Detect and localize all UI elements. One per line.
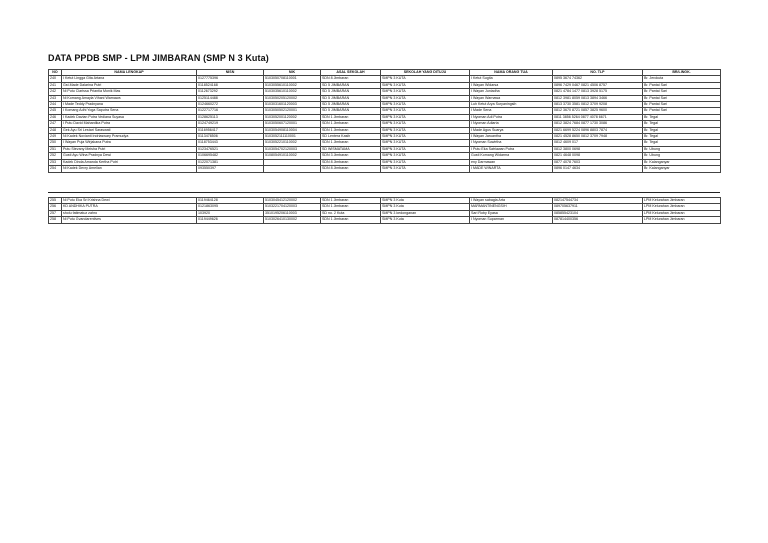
- cell-nik: 5103045412120002: [264, 198, 321, 204]
- cell-nama-lengkap: Ni Putu Eka Sri Krishna Dewi: [62, 198, 197, 204]
- cell-br-lingk: LPM Kelurahan Jimbaran: [643, 198, 721, 204]
- cell-br-lingk: Br. Pantai Sari: [643, 108, 721, 114]
- cell-sekolah-tujuan: SMPN 3 KUTA: [381, 76, 470, 82]
- cell-nisn: 0121863095: [197, 204, 264, 210]
- cell-nama-lengkap: I Putu David Mahardika Putra: [62, 121, 197, 127]
- header-nama-lengkap: NAMA LENGKAP: [62, 70, 197, 76]
- cell-nama-lengkap: Gek Ayu Sri Lestari Saraswati: [62, 127, 197, 133]
- cell-nisn: 103920: [197, 210, 264, 216]
- cell-sekolah-tujuan: SMPN 3 kedonganan: [381, 210, 470, 216]
- cell-no-tlp: 085855423104: [553, 210, 643, 216]
- cell-nama-orang-tua: I MADE WINARTA: [470, 166, 553, 172]
- cell-no-tlp: 0821 6699 5224 0896 8803 7874: [553, 127, 643, 133]
- cell-nisn: 093550397: [197, 166, 264, 172]
- cell-nisn: 0118524168: [197, 82, 264, 88]
- cell-nik: 5103052001120002: [264, 114, 321, 120]
- cell-no-tlp: 0896 0147 4634: [553, 166, 643, 172]
- cell-nik: 5103050607120001: [264, 121, 321, 127]
- cell-no-tlp: 087814400356: [553, 217, 643, 223]
- cell-sekolah-tujuan: SMPN 3 KUTA: [381, 82, 470, 88]
- cell-sekolah-tujuan: SMPN 3 KUTA: [381, 95, 470, 101]
- cell-asal-sekolah: SDN 1 Jimbaran: [321, 114, 381, 120]
- cell-no: 249: [49, 134, 62, 140]
- cell-nama-lengkap: Ni Kadek Novianti Indriaswary Pramudya: [62, 134, 197, 140]
- cell-nisn: 0124749219: [197, 121, 264, 127]
- cell-nik: 5103054702120003: [264, 146, 321, 152]
- cell-nama-orang-tua: Gusti Komang Widarma: [470, 153, 553, 159]
- page-title: DATA PPDB SMP - LPM JIMBARAN (SMP N 3 Kuta): [48, 53, 269, 63]
- cell-no: 251: [49, 146, 62, 152]
- cell-nama-lengkap: Putu Stevany Meisha Putri: [62, 146, 197, 152]
- cell-no-tlp: 0821 4648 0098: [553, 153, 643, 159]
- ppdb-table-main: [48, 69, 721, 173]
- table-row: [49, 166, 721, 172]
- cell-nama-lengkap: I Made Teddy Pradnyana: [62, 102, 197, 108]
- cell-nisn: 0128625113: [197, 114, 264, 120]
- cell-sekolah-tujuan: SMPN 3 KUTA: [381, 89, 470, 95]
- cell-br-lingk: Br. Pantai Sari: [643, 89, 721, 95]
- cell-asal-sekolah: SDN 1 Jimbaran: [321, 217, 381, 223]
- cell-br-lingk: Br. Kalanganyar: [643, 166, 721, 172]
- cell-nama-orang-tua: I Made Agus Suarya: [470, 127, 553, 133]
- section-divider: [48, 192, 720, 193]
- cell-asal-sekolah: SD 5 JIMBARAN: [321, 108, 381, 114]
- cell-sekolah-tujuan: SMPN 3 Kuta: [381, 204, 470, 210]
- cell-nik: 5103050205120002: [264, 95, 321, 101]
- cell-br-lingk: LPM Kelurahan Jimbaran: [643, 217, 721, 223]
- cell-nama-orang-tua: I Wayan sabagia Arta: [470, 198, 553, 204]
- cell-nik: 5103054908110004: [264, 127, 321, 133]
- cell-nama-orang-tua: I Made Sena: [470, 108, 553, 114]
- cell-nama-orang-tua: MARMANTINENGSIH: [470, 204, 553, 210]
- cell-nisn: 0106695482: [197, 153, 264, 159]
- cell-br-lingk: Br. Ubung: [643, 153, 721, 159]
- header-no-tlp: NO. TLP: [553, 70, 643, 76]
- header-nik: NIK: [264, 70, 321, 76]
- header-asal-sekolah: ASAL SEKOLAH: [321, 70, 381, 76]
- cell-sekolah-tujuan: SMPN 3 KUTA: [381, 134, 470, 140]
- cell-nama-lengkap: KD ANDHIKA PUTRA: [62, 204, 197, 210]
- cell-no-tlp: 0813 3730 3581 0812 3709 9208: [553, 102, 643, 108]
- cell-nisn: 0127775396: [197, 76, 264, 82]
- ppdb-table-extra: [48, 197, 721, 224]
- cell-asal-sekolah: SDN 1 Jimbaran: [321, 140, 381, 146]
- table-body-extra: [49, 198, 721, 224]
- cell-sekolah-tujuan: SMPN 3 KUTA: [381, 146, 470, 152]
- cell-nama-orang-tua: Sari Roby Eyasa: [470, 210, 553, 216]
- cell-nisn: 0112673292: [197, 89, 264, 95]
- cell-sekolah-tujuan: SMPN 3 KUTA: [381, 102, 470, 108]
- cell-no: 244: [49, 102, 62, 108]
- cell-no-tlp: 0812 3981 8059 0813 3894 3466: [553, 95, 643, 101]
- cell-nama-lengkap: Kadek Dinda Amanda Kertha Putri: [62, 159, 197, 165]
- cell-no-tlp: 0812 3800 0698: [553, 146, 643, 152]
- cell-nama-lengkap: I Kadek Davian Putra Vediana Suyasa: [62, 114, 197, 120]
- cell-no: 255: [49, 198, 62, 204]
- cell-nisn: 0116956417: [197, 127, 264, 133]
- cell-nama-orang-tua: Luh Ketut Arya Suryaningsih: [470, 102, 553, 108]
- cell-no: 243: [49, 95, 62, 101]
- cell-br-lingk: Br. Pantai Sari: [643, 95, 721, 101]
- cell-sekolah-tujuan: SMPN 3 Kuta: [381, 217, 470, 223]
- cell-nik: 5108054910110002: [264, 153, 321, 159]
- cell-nik: 5103221704120003: [264, 204, 321, 210]
- cell-nisn: 0119464128: [197, 198, 264, 204]
- cell-nisn: 0122717716: [197, 108, 264, 114]
- cell-nama-lengkap: sholu fatimatuz zahro: [62, 210, 197, 216]
- cell-no: 257: [49, 210, 62, 216]
- cell-br-lingk: LPM Kelurahan Jimbaran: [643, 210, 721, 216]
- cell-sekolah-tujuan: SMPN 3 KUTA: [381, 159, 470, 165]
- cell-asal-sekolah: SD 5 JIMBARAN: [321, 95, 381, 101]
- cell-br-lingk: Br. Tegal: [643, 127, 721, 133]
- cell-asal-sekolah: SD no. 2 Kuta: [321, 210, 381, 216]
- cell-no-tlp: 0896 7429 0467 0821 4506 8757: [553, 82, 643, 88]
- cell-no-tlp: 0895 3674 74362: [553, 76, 643, 82]
- cell-nama-orang-tua: I Nyoman Suwirtha: [470, 140, 553, 146]
- cell-sekolah-tujuan: SMPN 3 KUTA: [381, 114, 470, 120]
- cell-sekolah-tujuan: SMPN 3 KUTA: [381, 127, 470, 133]
- cell-no: 240: [49, 76, 62, 82]
- cell-no-tlp: 0812 4609 017: [553, 140, 643, 146]
- cell-nik: 5103052210110002: [264, 140, 321, 146]
- cell-sekolah-tujuan: SMPN 3 KUTA: [381, 166, 470, 172]
- cell-sekolah-tujuan: SMPN 3 KUTA: [381, 108, 470, 114]
- cell-nisn: 0125114488: [197, 95, 264, 101]
- cell-no-tlp: 0821 4528 8650 0812 3709 7948: [553, 134, 643, 140]
- cell-nama-lengkap: Ni Kadek Devry Amelian: [62, 166, 197, 172]
- cell-nisn: 0113478506: [197, 134, 264, 140]
- cell-nik: 5103052111110001: [264, 134, 321, 140]
- cell-no: 245: [49, 108, 62, 114]
- cell-br-lingk: Br. Jerokuta: [643, 76, 721, 82]
- table-row: [49, 217, 721, 223]
- cell-sekolah-tujuan: SMPN 3 KUTA: [381, 153, 470, 159]
- cell-nama-lengkap: Gusti Ayu Wina Pradnya Dewi: [62, 153, 197, 159]
- cell-no: 256: [49, 204, 62, 210]
- cell-nik: 3510195206110003: [264, 210, 321, 216]
- cell-nisn: 0119449626: [197, 217, 264, 223]
- cell-nik: 5103031601120003: [264, 102, 321, 108]
- cell-no: 242: [49, 89, 62, 95]
- cell-nik: 5103055610110002: [264, 82, 321, 88]
- cell-asal-sekolah: SDN 3 Jimbaran: [321, 153, 381, 159]
- cell-no-tlp: 089705637911: [553, 204, 643, 210]
- cell-nisn: 0122071381: [197, 159, 264, 165]
- cell-br-lingk: Br. Pantai Sari: [643, 82, 721, 88]
- cell-no: 246: [49, 114, 62, 120]
- cell-no-tlp: 0877 4078 7603: [553, 159, 643, 165]
- cell-nama-orang-tua: I Ketut Sugita: [470, 76, 553, 82]
- cell-nama-lengkap: Gst.Made Dalarina Putri: [62, 82, 197, 88]
- cell-br-lingk: Br. Tegal: [643, 121, 721, 127]
- cell-asal-sekolah: SD WISMATAMA: [321, 146, 381, 152]
- cell-br-lingk: Br. Tegal: [643, 134, 721, 140]
- header-no: NO: [49, 70, 62, 76]
- cell-asal-sekolah: SD 5 JIMBARAN: [321, 102, 381, 108]
- cell-br-lingk: Br. Pantai Sari: [643, 102, 721, 108]
- cell-no-tlp: 0811 3856 5264 0877 4078 6671: [553, 114, 643, 120]
- cell-no-tlp: 082147544734: [553, 198, 643, 204]
- cell-nama-orang-tua: I Nyoman Adiarta: [470, 121, 553, 127]
- cell-nama-orang-tua: I Putu Eka Satriawan Putra: [470, 146, 553, 152]
- cell-nama-lengkap: Ni Putu Clarissa Priantia Monik Mas: [62, 89, 197, 95]
- cell-br-lingk: Br. Ubung: [643, 146, 721, 152]
- header-br-lingk: BR/LINGK.: [643, 70, 721, 76]
- cell-nama-lengkap: Ni Komang Amayla Vihani Warnawa: [62, 95, 197, 101]
- cell-nik: 5103035610110002: [264, 89, 321, 95]
- cell-no-tlp: 0812 3824 7684 0877 1730 3086: [553, 121, 643, 127]
- cell-no: 253: [49, 159, 62, 165]
- cell-nama-orang-tua: I Wayan Juniadha: [470, 89, 553, 95]
- cell-no-tlp: 0812 3670 8721 0857 3825 9600: [553, 108, 643, 114]
- cell-br-lingk: LPM Kelurahan Jimbaran: [643, 204, 721, 210]
- cell-nisn: 0123476521: [197, 146, 264, 152]
- header-nama-orang-tua: NAMA ORANG TUA: [470, 70, 553, 76]
- cell-no-tlp: 0821 4784 1477 0813 3928 5175: [553, 89, 643, 95]
- table-body-main: [49, 76, 721, 172]
- cell-asal-sekolah: SDN 1 Jimbaran: [321, 127, 381, 133]
- cell-nisn: 0124660272: [197, 102, 264, 108]
- cell-asal-sekolah: SDN 8 Jimbaran: [321, 76, 381, 82]
- cell-nama-orang-tua: I Wayan Widarsa: [470, 82, 553, 88]
- cell-asal-sekolah: SDN 1 Jimbaran: [321, 121, 381, 127]
- cell-nama-lengkap: I Wayan Puja Wirjakana Putra: [62, 140, 197, 146]
- cell-nama-orang-tua: I Wayan Jaruantha: [470, 134, 553, 140]
- cell-br-lingk: Br. Tegal: [643, 114, 721, 120]
- cell-br-lingk: Br. Tegal: [643, 140, 721, 146]
- cell-asal-sekolah: SDN 1 Jimbaran: [321, 198, 381, 204]
- cell-nisn: 0118753443: [197, 140, 264, 146]
- cell-nik: 5103050708110001: [264, 76, 321, 82]
- cell-nama-orang-tua: eny Darmawan: [470, 159, 553, 165]
- cell-no: 252: [49, 153, 62, 159]
- cell-no: 247: [49, 121, 62, 127]
- cell-asal-sekolah: SDN 1 Jimbaran: [321, 204, 381, 210]
- cell-no: 258: [49, 217, 62, 223]
- cell-asal-sekolah: SD 5 JIMBARAN: [321, 89, 381, 95]
- cell-no: 241: [49, 82, 62, 88]
- cell-sekolah-tujuan: SMPN 3 Kuta: [381, 198, 470, 204]
- header-nisn: NISN: [197, 70, 264, 76]
- cell-asal-sekolah: SD 5 JIMBARAN: [321, 82, 381, 88]
- cell-no: 250: [49, 140, 62, 146]
- cell-no: 254: [49, 166, 62, 172]
- cell-br-lingk: Br. Kalanganyar: [643, 159, 721, 165]
- cell-asal-sekolah: SDN 8 Jimbaran: [321, 159, 381, 165]
- cell-nama-lengkap: I Ketut Lingga Gita Artana: [62, 76, 197, 82]
- cell-nama-orang-tua: I Wayan Warnawa: [470, 95, 553, 101]
- cell-asal-sekolah: SDN 8 Jimbaran: [321, 166, 381, 172]
- cell-sekolah-tujuan: SMPN 3 KUTA: [381, 140, 470, 146]
- cell-nama-orang-tua: I Nyoman Suparman: [470, 217, 553, 223]
- cell-nik: [264, 166, 321, 172]
- cell-nama-lengkap: Ni Putu Gvandarentives: [62, 217, 197, 223]
- cell-sekolah-tujuan: SMPN 3 KUTA: [381, 121, 470, 127]
- cell-asal-sekolah: SD Lentera Kasih: [321, 134, 381, 140]
- cell-nik: 5103050502120001: [264, 108, 321, 114]
- cell-nama-lengkap: I Komang Adhi Yoga Saputra Sena: [62, 108, 197, 114]
- cell-no: 248: [49, 127, 62, 133]
- cell-nama-orang-tua: I Nyoman Adi Putra: [470, 114, 553, 120]
- header-sekolah-tujuan: SEKOLAH YANG DITUJU: [381, 70, 470, 76]
- cell-nik: 5103026410130002: [264, 217, 321, 223]
